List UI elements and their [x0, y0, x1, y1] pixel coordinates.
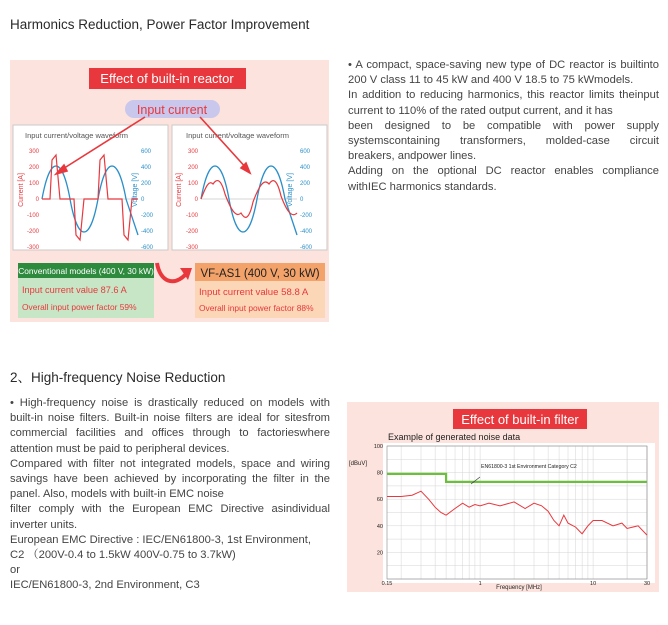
x-tick-label: 0.15: [381, 581, 393, 587]
current-axis-label-right: Current [A]: [176, 173, 183, 207]
paragraph-line: C2 （200V-0.4 to 1.5kW 400V-0.75 to 3.7kW): [10, 549, 236, 562]
conventional-pf: Overall input power factor 59%: [22, 302, 137, 312]
paragraph-line: European EMC Directive : IEC/EN61800-3, 1st Environment,: [10, 533, 311, 546]
conventional-waveform-panel: [13, 125, 168, 251]
tick: 0: [194, 197, 198, 203]
x-tick-label: 30: [643, 581, 651, 587]
paragraph-line: IEC/EN61800-3, 2nd Environment, C3: [10, 579, 200, 592]
y-tick-label: 100: [373, 444, 383, 450]
paragraph-line: savings have been achieved by incorporating the filter in the: [10, 473, 330, 486]
vfas1-current: Input current value 58.8 A: [199, 287, 309, 298]
paragraph-line: • A compact, space-saving new type of DC reactor is builtinto: [348, 59, 659, 71]
tick: 600: [300, 149, 311, 155]
section2-paragraph: [10, 396, 330, 594]
tick: 400: [300, 165, 311, 171]
tick: 0: [35, 197, 39, 203]
filter-effect-figure: [347, 402, 659, 592]
tick: -200: [26, 229, 39, 235]
tick: -200: [185, 229, 198, 235]
waveform-title-left: Input current/voltage waveform: [25, 131, 128, 140]
tick: 600: [141, 149, 152, 155]
paragraph-line: inverter units.: [10, 518, 78, 531]
tick: 0: [300, 197, 304, 203]
paragraph-line: 200 V class 11 to 45 kW and 400 V 18.5 to 75 kWmodels.: [348, 74, 634, 87]
paragraph-line: systemscontaining transformers, molded-case circuit: [348, 135, 659, 148]
tick: -200: [141, 213, 154, 219]
paragraph-line: • High-frequency noise is drastically reduced on models with: [10, 397, 330, 409]
improvement-arrow: [157, 263, 186, 281]
vfas1-title: VF-AS1 (400 V, 30 kW): [200, 268, 320, 280]
paragraph-line: current to 110% of the rated output current, and it has: [348, 104, 613, 117]
vfas1-pf: Overall input power factor 88%: [199, 303, 314, 313]
paragraph-line: withIEC harmonics standards.: [348, 180, 497, 193]
paragraph-line: been designed to be compatible with power supply: [348, 119, 659, 132]
voltage-axis-label-left: Voltage [V]: [132, 173, 139, 207]
tick: 200: [28, 165, 39, 171]
tick: 100: [187, 181, 198, 187]
conventional-title: Conventional models (400 V, 30 kW): [18, 266, 154, 276]
x-tick-label: 1: [478, 581, 482, 587]
section1-title: Harmonics Reduction, Power Factor Improvement: [10, 17, 310, 32]
paragraph-line: attention must be paid to peripheral devices.: [10, 442, 230, 455]
paragraph-line: In addition to reducing harmonics, this reactor limits theinput: [348, 89, 659, 102]
paragraph-line: commercial facilities and offices through to factorieswhere: [10, 427, 330, 440]
tick: 200: [141, 181, 152, 187]
tick: 300: [28, 149, 39, 155]
tick: -200: [300, 213, 313, 219]
tick: 100: [28, 181, 39, 187]
tick: -100: [185, 213, 198, 219]
tick: 200: [187, 165, 198, 171]
x-axis-label: Frequency [MHz]: [496, 585, 542, 591]
filter-banner: Effect of built-in filter: [461, 412, 579, 427]
x-tick-label: 10: [590, 581, 597, 587]
limit-label: EN61800-3 1st Environment Category C2: [481, 464, 577, 470]
tick: -300: [185, 245, 198, 251]
section2-title: 2、High-frequency Noise Reduction: [10, 370, 226, 385]
tick: 400: [141, 165, 152, 171]
tick: -400: [300, 229, 313, 235]
y-tick-label: 20: [376, 550, 383, 557]
tick: 0: [141, 197, 145, 203]
tick: -600: [300, 245, 313, 251]
reactor-banner: Effect of built-in reactor: [100, 71, 234, 86]
y-tick-label: 80: [376, 470, 383, 477]
section1-paragraph: [348, 58, 659, 195]
tick: -300: [26, 245, 39, 251]
paragraph-line: breakers, andpower lines.: [348, 150, 477, 163]
vfas1-waveform-panel: [172, 125, 327, 251]
unit-label: [dBuV]: [349, 461, 368, 467]
voltage-axis-label-right: Voltage [V]: [287, 173, 294, 207]
paragraph-line: built-in noise filters. Built-in noise filters are ideal for sitesfrom: [10, 412, 330, 425]
current-axis-label-left: Current [A]: [18, 173, 25, 207]
noise-chart-title: Example of generated noise data: [388, 432, 521, 442]
paragraph-line: panel. Also, models with built-in EMC noise: [10, 488, 224, 501]
paragraph-line: Adding on the optional DC reactor enables compliance: [348, 165, 659, 178]
tick: -100: [26, 213, 39, 219]
paragraph-line: or: [10, 564, 20, 577]
waveform-title-right: Input current/voltage waveform: [186, 131, 289, 140]
tick: 200: [300, 181, 311, 187]
conventional-body-bg: [18, 278, 154, 318]
reactor-effect-figure: [10, 60, 329, 322]
input-current-label: Input current: [136, 103, 208, 117]
tick: -600: [141, 245, 154, 251]
tick: 300: [187, 149, 198, 155]
y-tick-label: 40: [376, 523, 383, 530]
paragraph-line: filter comply with the European EMC Directive asindividual: [10, 503, 330, 516]
noise-chart-svg: [347, 402, 659, 592]
reactor-figure-svg: [10, 60, 329, 322]
tick: -400: [141, 229, 154, 235]
paragraph-line: Compared with filter not integrated models, space and wiring: [10, 457, 330, 470]
y-tick-label: 60: [376, 497, 383, 504]
conventional-current: Input current value 87.6 A: [22, 285, 127, 295]
